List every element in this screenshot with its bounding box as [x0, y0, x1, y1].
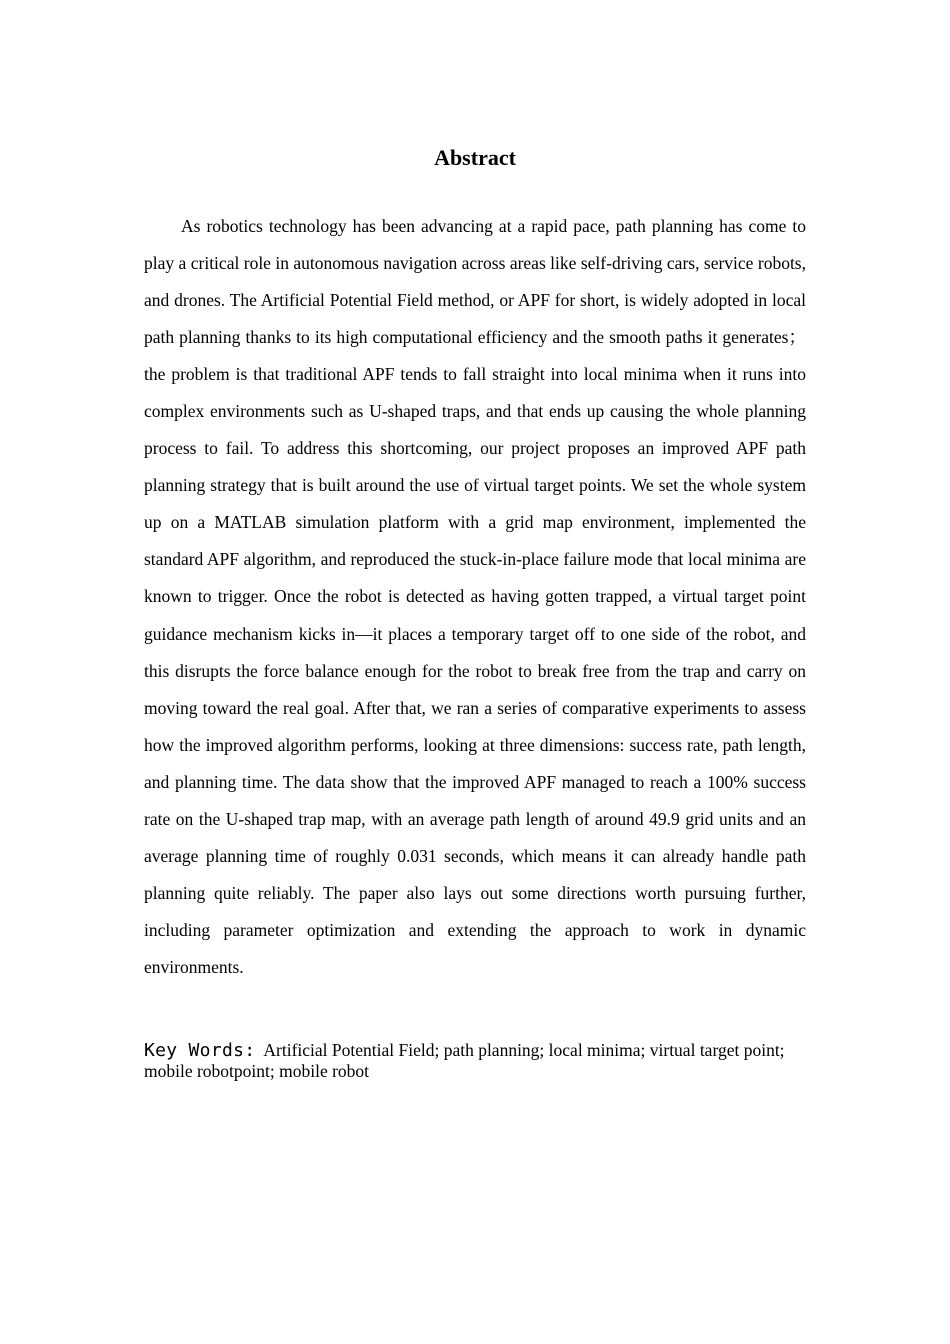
- keywords-text: Artificial Potential Field; path planning; local minima; virtual target point; mobile robotpoint; mobile robot: [144, 1040, 785, 1081]
- keywords-label: Key Words:: [144, 1040, 256, 1061]
- abstract-paragraph: As robotics technology has been advancing at a rapid pace, path planning has come to play a critical role in autonomous navigation across areas like self-driving cars, service robots, and drones. The Artificial Potential Field method, or APF for short, is widely adopted in local path planning thanks to its high computational efficiency and the smooth paths it generates； the problem is that traditional APF tends to fall straight into local minima when it runs into complex environments such as U-shaped traps, and that ends up causing the whole planning process to fail. To address this shortcoming, our project proposes an improved APF path planning strategy that is built around the use of virtual target points. We set the whole system up on a MATLAB simulation platform with a grid map environment, implemented the standard APF algorithm, and reproduced the stuck-in-place failure mode that local minima are known to trigger. Once the robot is detected as having gotten trapped, a virtual target point guidance mechanism kicks in—it places a temporary target off to one side of the robot, and this disrupts the force balance enough for the robot to break free from the trap and carry on moving toward the real goal. After that, we ran a series of comparative experiments to assess how the improved algorithm performs, looking at three dimensions: success rate, path length, and planning time. The data show that the improved APF managed to reach a 100% success rate on the U-shaped trap map, with an average path length of around 49.9 grid units and an average planning time of roughly 0.031 seconds, which means it can already handle path planning quite reliably. The paper also lays out some directions worth pursuing further, including parameter optimization and extending the approach to work in dynamic environments.: [144, 216, 806, 977]
- abstract-title: Abstract: [434, 145, 516, 170]
- keywords-line: [144, 1040, 806, 1081]
